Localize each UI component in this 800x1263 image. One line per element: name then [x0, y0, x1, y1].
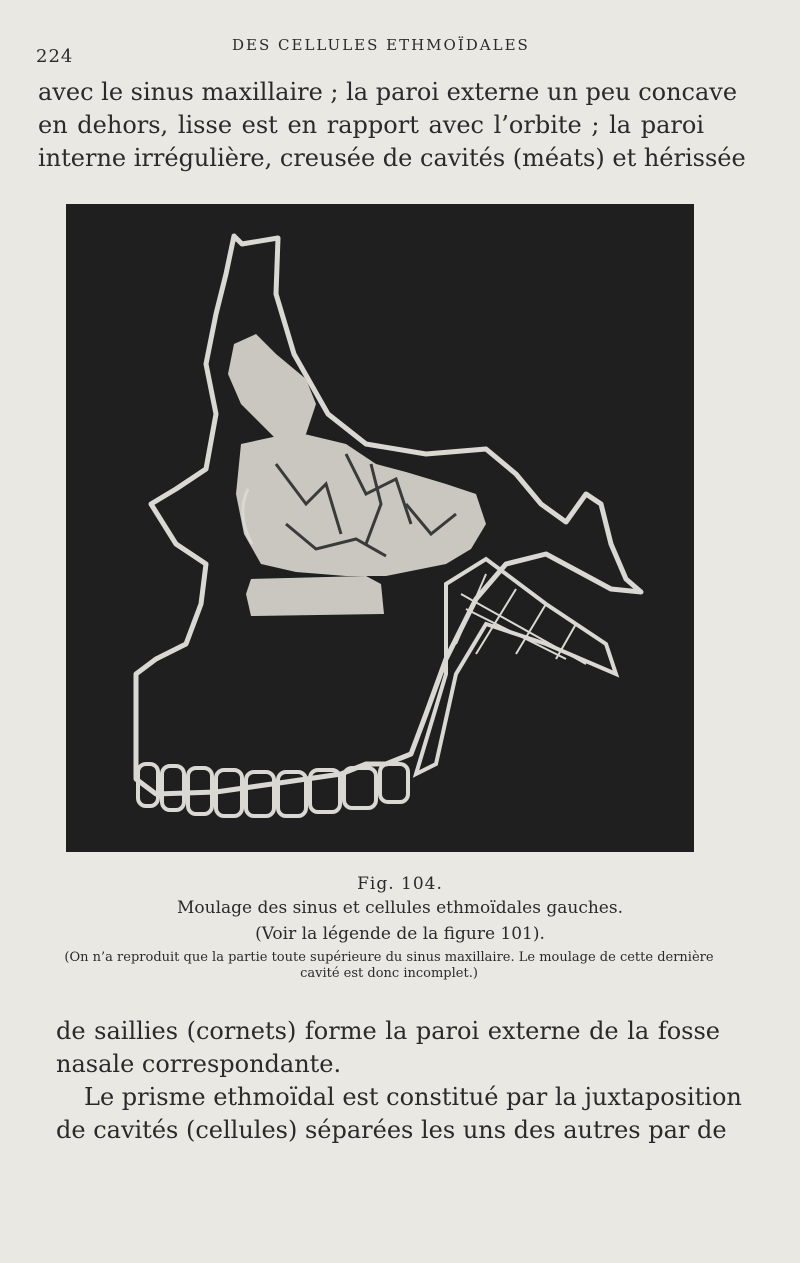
figure-reference: (Voir la légende de la figure 101).	[255, 924, 545, 944]
figure-note: (On n’a reproduit que la partie toute supérieure du sinus maxillaire. Le moulage de cette dernière cavité est donc incomplet.)	[64, 950, 714, 981]
bottom-paragraph	[56, 1015, 742, 1147]
text-line: avec le sinus maxillaire ; la paroi externe un peu concave	[38, 78, 738, 106]
text-line: de cavités (cellules) séparées les uns des autres par de	[56, 1116, 727, 1144]
page-number: 224	[36, 46, 74, 67]
figure-label: Fig. 104.	[357, 874, 443, 894]
text-line: nasale correspondante.	[56, 1050, 342, 1078]
text-line: de saillies (cornets) forme la paroi externe de la fosse	[56, 1017, 720, 1045]
running-head: DES CELLULES ETHMOÏDALES	[232, 36, 530, 54]
figure-photo	[66, 204, 694, 852]
text-line: interne irrégulière, creusée de cavités (méats) et hérissée	[38, 144, 746, 172]
figure-caption: Moulage des sinus et cellules ethmoïdales gauches.	[177, 898, 623, 918]
text-line: en dehors, lisse est en rapport avec l’orbite ; la paroi	[38, 111, 704, 139]
skull-cast-illustration	[66, 204, 694, 852]
top-paragraph	[38, 76, 746, 175]
text-line: Le prisme ethmoïdal est constitué par la juxtaposition	[84, 1083, 742, 1111]
